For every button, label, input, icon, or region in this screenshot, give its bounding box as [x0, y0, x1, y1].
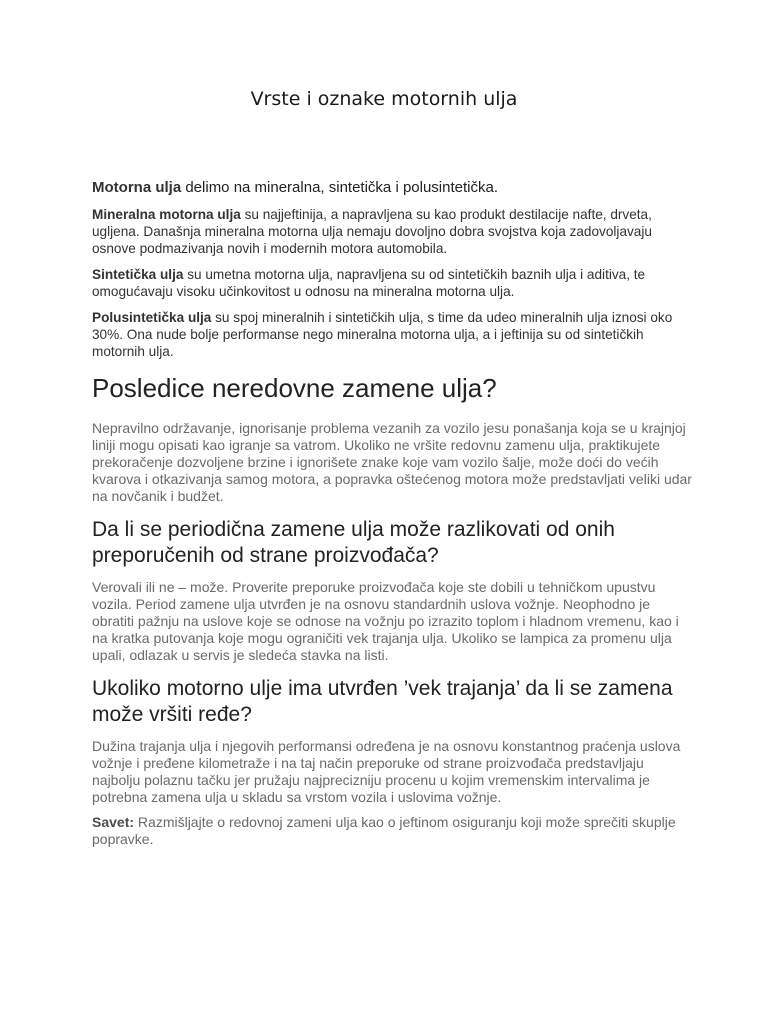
- document-title: Vrste i oznake motornih ulja: [250, 88, 518, 110]
- semi-synthetic-oil-term: Polusintetička ulja: [92, 310, 212, 325]
- section2-heading: Da li se periodična zamene ulja može razlikovati od onih preporučenih od strane proizvođača?: [92, 518, 615, 567]
- section1-body: Nepravilno održavanje, ignorisanje problema vezanih za vozilo jesu ponašanja koja se u krajnjoj liniji mogu opisati kao igranje sa vatrom. Ukoliko ne vršite redovnu zamenu ulja, praktikujete prekoračenje dozvoljene brzine i ignorišete znake koje vam vozilo šalje, može doći do većih kvarova i otkazivanja samog motora, a popravka oštećenog motora može predstavljati veliki udar na novčanik i budžet.: [92, 420, 692, 504]
- synthetic-oil-paragraph: [92, 266, 692, 300]
- section3-body: Dužina trajanja ulja i njegovih performansi određena je na osnovu konstantnog praćenja uslova vožnje i pređene kilometraže i na taj način preporuke od strane proizvođača predstavljaju najbolju polaznu tačku jer pružaju najprecizniju procenu u kojim vremenskim intervalima je potrebna zamena ulja u skladu sa vrstom vozila i uslovima vožnje.: [92, 738, 681, 805]
- document-body: [92, 176, 692, 856]
- tip-label: Savet:: [92, 814, 135, 830]
- section1-heading: Posledice neredovne zamene ulja?: [92, 373, 497, 403]
- section2-body: Verovali ili ne – može. Proverite preporuke proizvođača koje ste dobili u tehničkom upustvu vozila. Period zamene ulja utvrđen je na osnovu standardnih uslova vožnje. Neophodno je obratiti pažnju na uslove koje se odnose na vožnju po izrazito toplom i hladnom vremenu, kao i na kratka putovanja koje mogu ograničiti vek trajanja ulja. Ukoliko se lampica za promenu ulja upali, odlazak u servis je sledeća stavka na listi.: [92, 579, 679, 663]
- mineral-oil-term: Mineralna motorna ulja: [92, 207, 241, 222]
- semi-synthetic-oil-paragraph: [92, 309, 692, 360]
- intro-text: delimo na mineralna, sintetička i polusintetička.: [181, 179, 498, 196]
- tip-text: Razmišljajte o redovnoj zameni ulja kao o jeftinom osiguranju koji može sprečiti skuplje popravke.: [92, 814, 676, 847]
- section3-heading: Ukoliko motorno ulje ima utvrđen ’vek trajanja’ da li se zamena može vršiti ređe?: [92, 677, 673, 726]
- mineral-oil-text: su najjeftinija, a napravljena su kao produkt destilacije nafte, drveta, ugljena. Današnja mineralna motorna ulja nemaju dovoljno dobra svojstva koja zadovoljavaju osnove podmazivanja novih i modernih motora automobila.: [92, 207, 652, 256]
- synthetic-oil-text: su umetna motorna ulja, napravljena su od sintetičkih baznih ulja i aditiva, te omogućavaju visoku učinkovitost u odnosu na mineralna motorna ulja.: [92, 267, 646, 299]
- synthetic-oil-term: Sintetička ulja: [92, 267, 184, 282]
- intro-bold: Motorna ulja: [92, 179, 182, 196]
- semi-synthetic-oil-text: su spoj mineralnih i sintetičkih ulja, s time da udeo mineralnih ulja iznosi oko 30%. Ona nude bolje performanse nego mineralna motorna ulja, a i jeftinija su od sintetičkih motornih ulja.: [92, 310, 673, 359]
- tip-paragraph: [92, 814, 692, 848]
- mineral-oil-paragraph: [92, 206, 692, 257]
- intro-paragraph: [92, 178, 692, 198]
